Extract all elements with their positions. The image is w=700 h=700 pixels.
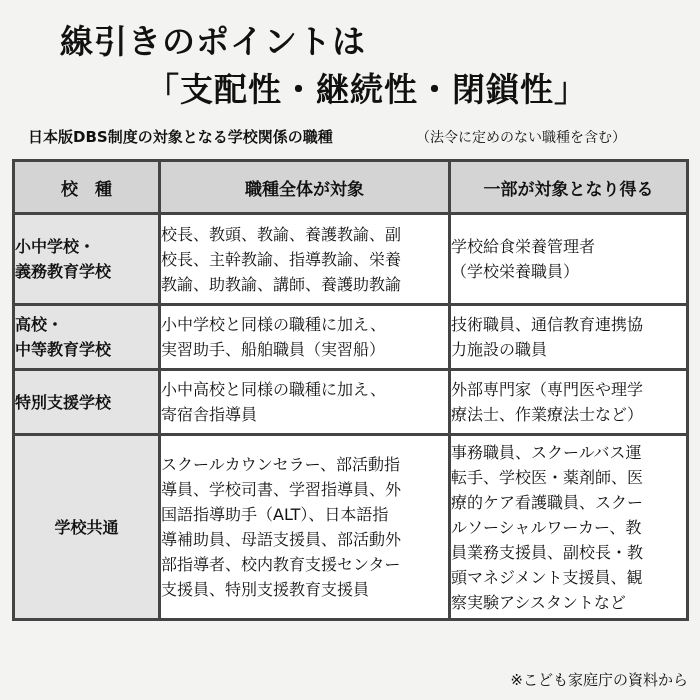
header-all-covered: 職種全体が対象 [160,161,450,214]
page-title-line2: 「支配性・継続性・閉鎖性」 [146,70,588,109]
school-type-cell: 小中学校・ 義務教育学校 [14,214,160,305]
table-header-row [14,161,688,214]
header-partially-covered: 一部が対象となり得る [450,161,688,214]
table-caption: 日本版DBS制度の対象となる学校関係の職種 [28,128,333,146]
table-row [14,435,688,620]
table-row [14,214,688,305]
school-type-cell: 学校共通 [14,435,160,620]
all-covered-cell: 小中高校と同様の職種に加え、 寄宿舎指導員 [160,370,450,435]
partially-covered-cell: 技術職員、通信教育連携協 力施設の職員 [450,305,688,370]
table-row [14,305,688,370]
page-title-line1: 線引きのポイントは [60,22,366,61]
occupation-table [12,159,689,621]
partially-covered-cell: 学校給食栄養管理者 （学校栄養職員） [450,214,688,305]
table-row [14,370,688,435]
table-caption-note: （法令に定めのない職種を含む） [416,130,626,146]
all-covered-cell: スクールカウンセラー、部活動指 導員、学校司書、学習指導員、外 国語指導助手（ALT）、日本語指 導補助員、母語支援員、部活動外 部指導者、校内教育支援センター 支援員、特別支援教育支援員 [160,435,450,620]
partially-covered-cell: 事務職員、スクールバス運 転手、学校医・薬剤師、医 療的ケア看護職員、スクー ルソーシャルワーカー、教 員業務支援員、副校長・教 頭マネジメント支援員、観 察実験アシスタントなど [450,435,688,620]
source-footnote: ※こども家庭庁の資料から [510,671,688,689]
all-covered-cell: 校長、教頭、教諭、養護教諭、副 校長、主幹教諭、指導教諭、栄養 教諭、助教諭、講師、養護助教諭 [160,214,450,305]
header-school-type: 校 種 [14,161,160,214]
school-type-cell: 高校・ 中等教育学校 [14,305,160,370]
partially-covered-cell: 外部専門家（専門医や理学 療法士、作業療法士など） [450,370,688,435]
school-type-cell: 特別支援学校 [14,370,160,435]
all-covered-cell: 小中学校と同様の職種に加え、 実習助手、船舶職員（実習船） [160,305,450,370]
